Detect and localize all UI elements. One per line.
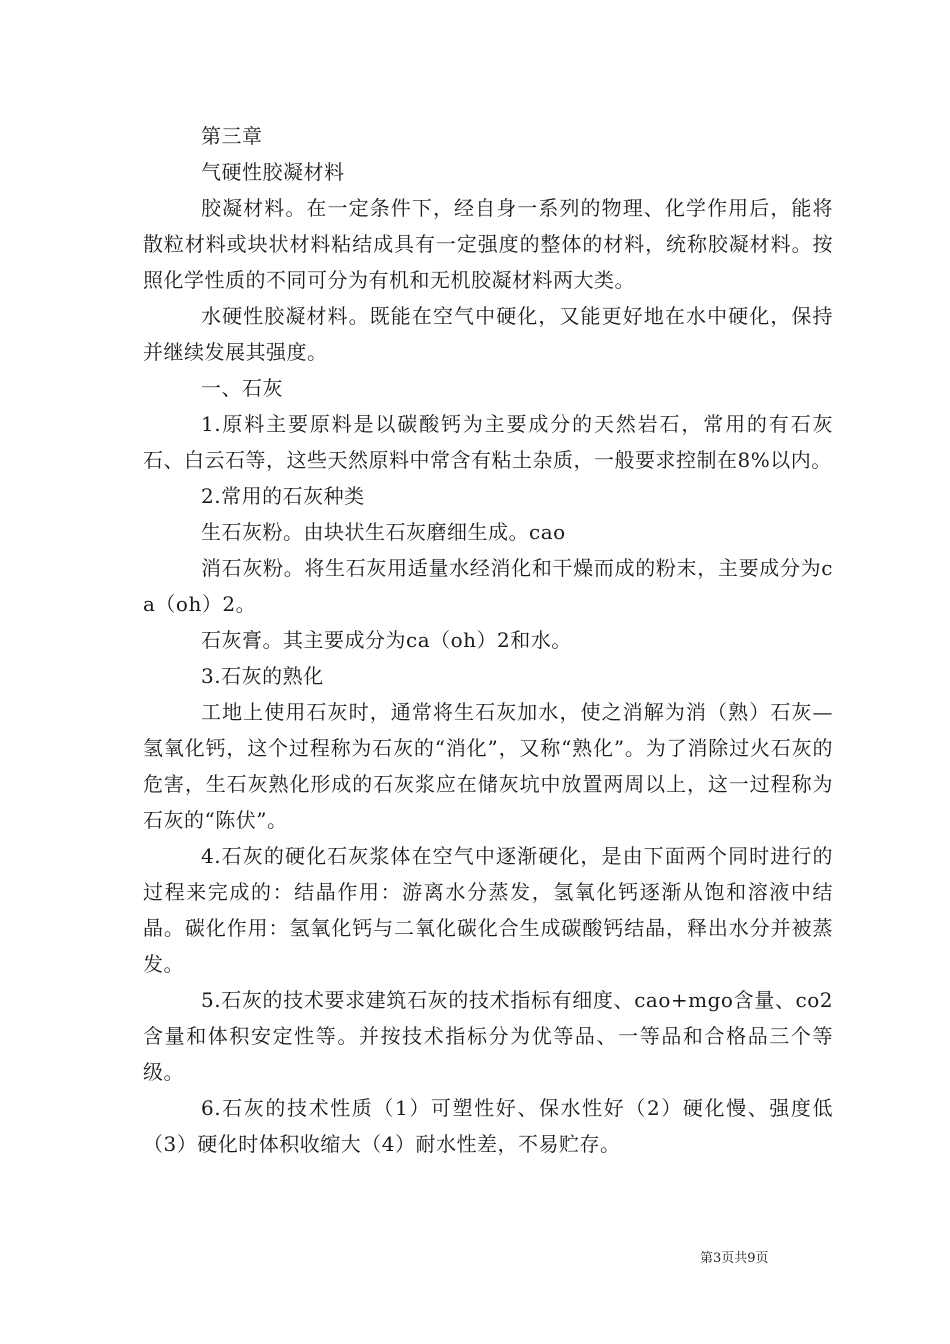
paragraph-quicklime-powder: 生石灰粉。由块状生石灰磨细生成。cao	[201, 520, 566, 544]
section-heading-lime: 一、石灰	[201, 376, 283, 400]
page-number: 第3页共9页	[700, 1251, 769, 1266]
paragraph-raw-materials: 1.原料主要原料是以碳酸钙为主要成分的天然岩石，常用的有石灰石、白云石等，这些天然原料中常含有粘土杂质，一般要求控制在8%以内。	[143, 412, 833, 472]
chapter-number: 第三章	[201, 124, 263, 148]
paragraph-lime-putty: 石灰膏。其主要成分为ca（oh）2和水。	[201, 628, 572, 652]
paragraph-technical-requirements: 5.石灰的技术要求建筑石灰的技术指标有细度、cao+mgo含量、co2含量和体积安定性等。并按技术指标分为优等品、一等品和合格品三个等级。	[143, 988, 833, 1084]
subheading-lime-slaking: 3.石灰的熟化	[201, 664, 324, 688]
subheading-lime-types: 2.常用的石灰种类	[201, 484, 365, 508]
paragraph-hydraulic-binder: 水硬性胶凝材料。既能在空气中硬化，又能更好地在水中硬化，保持并继续发展其强度。	[143, 304, 833, 364]
paragraph-lime-hardening: 4.石灰的硬化石灰浆体在空气中逐渐硬化，是由下面两个同时进行的过程来完成的：结晶作用：游离水分蒸发，氢氧化钙逐渐从饱和溶液中结晶。碳化作用：氢氧化钙与二氧化碳化合生成碳酸钙结晶，释出水分并被蒸发。	[143, 844, 833, 976]
paragraph-slaking-process: 工地上使用石灰时，通常将生石灰加水，使之消解为消（熟）石灰—氢氧化钙，这个过程称为石灰的“消化”，又称“熟化”。为了消除过火石灰的危害，生石灰熟化形成的石灰浆应在储灰坑中放置两周以上，这一过程称为石灰的“陈伏”。	[143, 700, 833, 832]
paragraph-technical-properties: 6.石灰的技术性质（1）可塑性好、保水性好（2）硬化慢、强度低（3）硬化时体积收缩大（4）耐水性差，不易贮存。	[143, 1096, 833, 1156]
chapter-title: 气硬性胶凝材料	[201, 160, 345, 184]
paragraph-slaked-lime-powder: 消石灰粉。将生石灰用适量水经消化和干燥而成的粉末，主要成分为ca（oh）2。	[143, 556, 833, 616]
paragraph-binder-definition: 胶凝材料。在一定条件下，经自身一系列的物理、化学作用后，能将散粒材料或块状材料粘结成具有一定强度的整体的材料，统称胶凝材料。按照化学性质的不同可分为有机和无机胶凝材料两大类。	[143, 196, 833, 292]
document-body	[143, 118, 833, 1162]
